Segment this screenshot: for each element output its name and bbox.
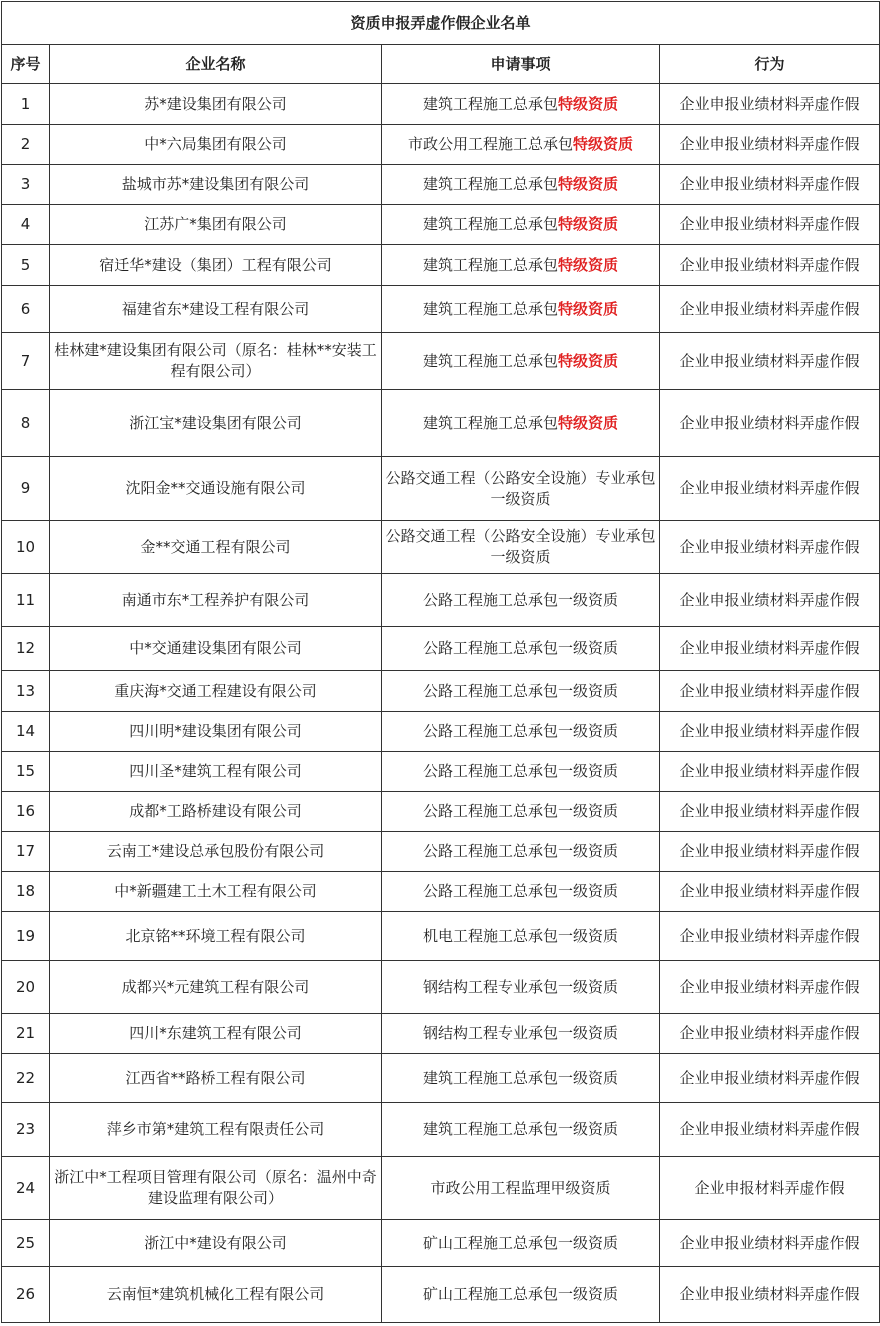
row-company: 云南工*建设总承包股份有限公司 — [50, 832, 382, 872]
table-row — [2, 1267, 880, 1323]
table-row — [2, 1157, 880, 1220]
row-serial: 18 — [2, 872, 50, 912]
row-behavior: 企业申报业绩材料弄虚作假 — [660, 245, 880, 286]
row-item-text: 建筑工程施工总承包 — [422, 215, 558, 233]
row-item-text: 公路工程施工总承包一级资质 — [422, 762, 618, 780]
row-company: 桂林建*建设集团有限公司（原名：桂林**安装工程有限公司） — [50, 333, 382, 390]
row-item — [382, 521, 660, 574]
row-item-text: 市政公用工程施工总承包 — [407, 135, 573, 153]
row-company: 宿迁华*建设（集团）工程有限公司 — [50, 245, 382, 286]
row-behavior: 企业申报业绩材料弄虚作假 — [660, 574, 880, 627]
table-row — [2, 712, 880, 752]
row-behavior: 企业申报业绩材料弄虚作假 — [660, 1054, 880, 1103]
row-behavior: 企业申报业绩材料弄虚作假 — [660, 752, 880, 792]
row-behavior: 企业申报业绩材料弄虚作假 — [660, 205, 880, 245]
row-serial: 11 — [2, 574, 50, 627]
row-item-text: 公路交通工程（公路安全设施）专业承包一级资质 — [385, 468, 656, 508]
table-row — [2, 457, 880, 521]
header-item: 申请事项 — [382, 45, 660, 84]
table-row — [2, 245, 880, 286]
row-item — [382, 712, 660, 752]
row-item — [382, 574, 660, 627]
table-row — [2, 752, 880, 792]
row-item — [382, 125, 660, 165]
row-behavior: 企业申报业绩材料弄虚作假 — [660, 333, 880, 390]
row-item-text: 公路工程施工总承包一级资质 — [422, 639, 618, 657]
row-serial: 23 — [2, 1103, 50, 1157]
row-item — [382, 627, 660, 671]
row-item-text: 公路工程施工总承包一级资质 — [422, 590, 618, 609]
table-row — [2, 286, 880, 333]
row-serial: 12 — [2, 627, 50, 671]
row-serial: 1 — [2, 84, 50, 125]
row-item — [382, 165, 660, 205]
row-serial: 7 — [2, 333, 50, 390]
table-row — [2, 671, 880, 712]
row-item-highlight: 特级资质 — [558, 351, 619, 370]
row-item — [382, 286, 660, 333]
row-behavior: 企业申报业绩材料弄虚作假 — [660, 627, 880, 671]
row-behavior: 企业申报业绩材料弄虚作假 — [660, 1103, 880, 1157]
header-row — [2, 45, 880, 84]
title-row — [2, 2, 880, 45]
row-company: 江西省**路桥工程有限公司 — [50, 1054, 382, 1103]
row-item — [382, 333, 660, 390]
row-serial: 19 — [2, 912, 50, 961]
row-company: 四川*东建筑工程有限公司 — [50, 1014, 382, 1054]
row-company: 浙江中*建设有限公司 — [50, 1220, 382, 1267]
table-row — [2, 1103, 880, 1157]
row-behavior: 企业申报材料弄虚作假 — [660, 1157, 880, 1220]
row-behavior: 企业申报业绩材料弄虚作假 — [660, 671, 880, 712]
row-company: 中*新疆建工土木工程有限公司 — [50, 872, 382, 912]
row-item-text: 钢结构工程专业承包一级资质 — [422, 977, 618, 996]
row-item-highlight: 特级资质 — [573, 135, 634, 153]
row-item-text: 钢结构工程专业承包一级资质 — [422, 1024, 618, 1042]
row-item-text: 建筑工程施工总承包 — [422, 175, 558, 193]
row-company: 中*交通建设集团有限公司 — [50, 627, 382, 671]
row-behavior: 企业申报业绩材料弄虚作假 — [660, 872, 880, 912]
row-serial: 3 — [2, 165, 50, 205]
row-behavior: 企业申报业绩材料弄虚作假 — [660, 165, 880, 205]
table-row — [2, 872, 880, 912]
row-item-text: 公路工程施工总承包一级资质 — [422, 882, 618, 900]
row-serial: 10 — [2, 521, 50, 574]
row-item-highlight: 特级资质 — [558, 255, 619, 274]
row-behavior: 企业申报业绩材料弄虚作假 — [660, 1014, 880, 1054]
row-company: 金**交通工程有限公司 — [50, 521, 382, 574]
row-serial: 9 — [2, 457, 50, 521]
row-item — [382, 912, 660, 961]
row-behavior: 企业申报业绩材料弄虚作假 — [660, 125, 880, 165]
row-company: 南通市东*工程养护有限公司 — [50, 574, 382, 627]
row-item — [382, 872, 660, 912]
row-item-highlight: 特级资质 — [558, 94, 619, 113]
row-serial: 5 — [2, 245, 50, 286]
row-item — [382, 1157, 660, 1220]
row-item-text: 矿山工程施工总承包一级资质 — [422, 1233, 618, 1252]
row-item — [382, 457, 660, 521]
row-item — [382, 1054, 660, 1103]
row-item — [382, 205, 660, 245]
row-serial: 21 — [2, 1014, 50, 1054]
row-behavior: 企业申报业绩材料弄虚作假 — [660, 712, 880, 752]
row-behavior: 企业申报业绩材料弄虚作假 — [660, 521, 880, 574]
row-item — [382, 1220, 660, 1267]
row-item — [382, 1267, 660, 1323]
row-behavior: 企业申报业绩材料弄虚作假 — [660, 1267, 880, 1323]
header-company: 企业名称 — [50, 45, 382, 84]
table-body — [2, 84, 880, 1323]
row-item-highlight: 特级资质 — [558, 175, 619, 193]
row-item-text: 建筑工程施工总承包 — [422, 413, 558, 432]
row-item-text: 公路工程施工总承包一级资质 — [422, 681, 618, 700]
row-serial: 20 — [2, 961, 50, 1014]
row-item-text: 建筑工程施工总承包一级资质 — [422, 1068, 618, 1087]
row-company: 萍乡市第*建筑工程有限责任公司 — [50, 1103, 382, 1157]
row-item-text: 市政公用工程监理甲级资质 — [430, 1178, 611, 1197]
table-row — [2, 792, 880, 832]
row-item-text: 建筑工程施工总承包 — [422, 299, 558, 318]
table-row — [2, 1220, 880, 1267]
row-serial: 14 — [2, 712, 50, 752]
row-item-text: 公路工程施工总承包一级资质 — [422, 722, 618, 740]
row-behavior: 企业申报业绩材料弄虚作假 — [660, 84, 880, 125]
row-behavior: 企业申报业绩材料弄虚作假 — [660, 457, 880, 521]
row-item-highlight: 特级资质 — [558, 215, 619, 233]
table-row — [2, 1054, 880, 1103]
row-item — [382, 84, 660, 125]
row-behavior: 企业申报业绩材料弄虚作假 — [660, 390, 880, 457]
table-row — [2, 125, 880, 165]
row-item — [382, 1103, 660, 1157]
row-item-text: 公路交通工程（公路安全设施）专业承包一级资质 — [385, 527, 656, 566]
table-row — [2, 84, 880, 125]
row-company: 成都兴*元建筑工程有限公司 — [50, 961, 382, 1014]
row-serial: 15 — [2, 752, 50, 792]
row-company: 中*六局集团有限公司 — [50, 125, 382, 165]
row-company: 江苏广*集团有限公司 — [50, 205, 382, 245]
row-serial: 8 — [2, 390, 50, 457]
row-serial: 13 — [2, 671, 50, 712]
table-row — [2, 333, 880, 390]
row-behavior: 企业申报业绩材料弄虚作假 — [660, 792, 880, 832]
row-company: 成都*工路桥建设有限公司 — [50, 792, 382, 832]
row-item-text: 矿山工程施工总承包一级资质 — [422, 1285, 618, 1303]
header-serial: 序号 — [2, 45, 50, 84]
row-item — [382, 1014, 660, 1054]
row-item — [382, 245, 660, 286]
row-serial: 2 — [2, 125, 50, 165]
table-row — [2, 165, 880, 205]
table-row — [2, 1014, 880, 1054]
table-title: 资质申报弄虚作假企业名单 — [2, 2, 880, 45]
row-company: 沈阳金**交通设施有限公司 — [50, 457, 382, 521]
row-behavior: 企业申报业绩材料弄虚作假 — [660, 1220, 880, 1267]
row-serial: 22 — [2, 1054, 50, 1103]
row-item-text: 建筑工程施工总承包一级资质 — [422, 1120, 618, 1138]
row-item-text: 建筑工程施工总承包 — [422, 255, 558, 274]
table-row — [2, 832, 880, 872]
table-row — [2, 574, 880, 627]
row-serial: 24 — [2, 1157, 50, 1220]
table-row — [2, 205, 880, 245]
row-company: 四川圣*建筑工程有限公司 — [50, 752, 382, 792]
row-serial: 4 — [2, 205, 50, 245]
row-item — [382, 390, 660, 457]
row-item — [382, 832, 660, 872]
table-row — [2, 390, 880, 457]
header-behavior: 行为 — [660, 45, 880, 84]
row-item — [382, 961, 660, 1014]
row-serial: 16 — [2, 792, 50, 832]
row-company: 重庆海*交通工程建设有限公司 — [50, 671, 382, 712]
row-behavior: 企业申报业绩材料弄虚作假 — [660, 912, 880, 961]
row-item-highlight: 特级资质 — [558, 413, 619, 432]
row-item-text: 公路工程施工总承包一级资质 — [422, 842, 618, 860]
row-item — [382, 752, 660, 792]
row-serial: 17 — [2, 832, 50, 872]
row-item-highlight: 特级资质 — [558, 299, 619, 318]
row-company: 盐城市苏*建设集团有限公司 — [50, 165, 382, 205]
row-item-text: 建筑工程施工总承包 — [422, 351, 558, 370]
fraud-company-table — [1, 1, 880, 1323]
row-company: 福建省东*建设工程有限公司 — [50, 286, 382, 333]
row-behavior: 企业申报业绩材料弄虚作假 — [660, 832, 880, 872]
row-item — [382, 792, 660, 832]
row-item-text: 公路工程施工总承包一级资质 — [422, 802, 618, 820]
row-company: 浙江宝*建设集团有限公司 — [50, 390, 382, 457]
row-serial: 25 — [2, 1220, 50, 1267]
row-company: 北京铭**环境工程有限公司 — [50, 912, 382, 961]
row-behavior: 企业申报业绩材料弄虚作假 — [660, 961, 880, 1014]
row-company: 苏*建设集团有限公司 — [50, 84, 382, 125]
table-row — [2, 627, 880, 671]
row-serial: 6 — [2, 286, 50, 333]
row-company: 云南恒*建筑机械化工程有限公司 — [50, 1267, 382, 1323]
row-item-text: 机电工程施工总承包一级资质 — [422, 926, 618, 945]
row-item — [382, 671, 660, 712]
row-company: 四川明*建设集团有限公司 — [50, 712, 382, 752]
row-item-text: 建筑工程施工总承包 — [422, 94, 558, 113]
table-row — [2, 912, 880, 961]
row-serial: 26 — [2, 1267, 50, 1323]
table-row — [2, 961, 880, 1014]
row-behavior: 企业申报业绩材料弄虚作假 — [660, 286, 880, 333]
table-row — [2, 521, 880, 574]
row-company: 浙江中*工程项目管理有限公司（原名：温州中奇建设监理有限公司） — [50, 1157, 382, 1220]
